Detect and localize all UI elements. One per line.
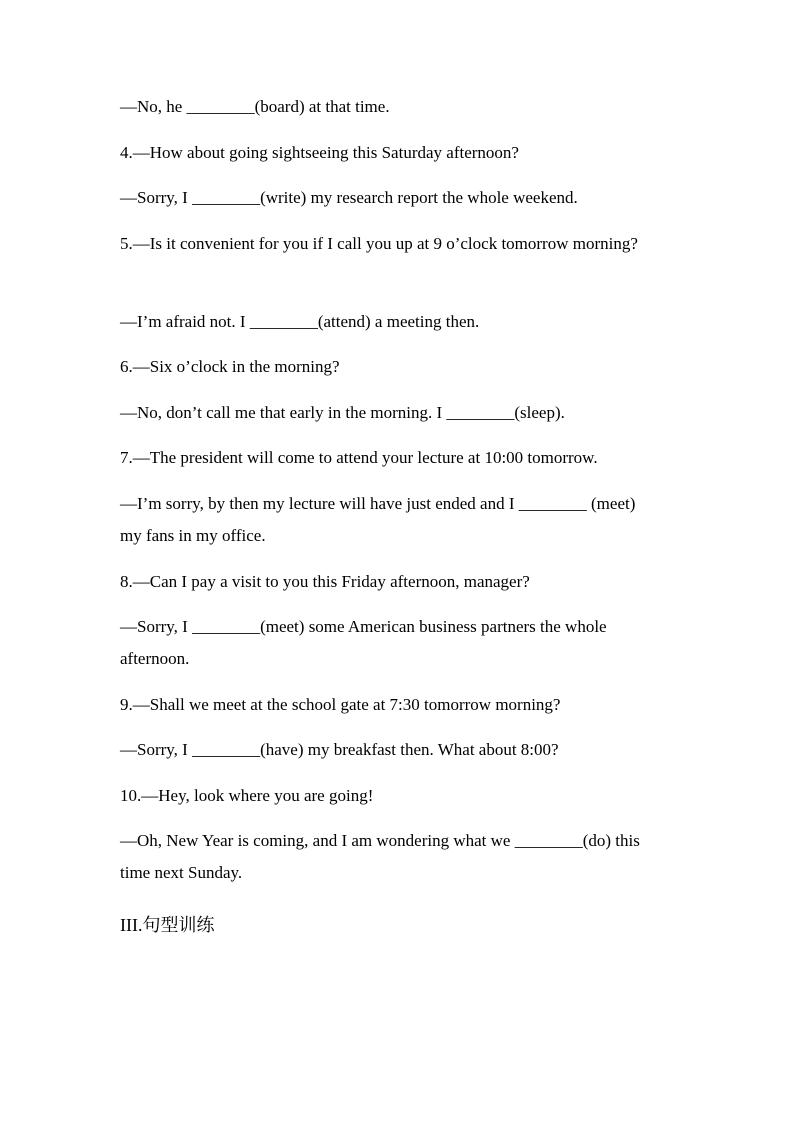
answer-line-9: —Sorry, I ________(have) my breakfast then. What about 8:00? — [120, 740, 559, 759]
section-heading: III.句型训练 — [120, 915, 215, 935]
answer-line-8: —Sorry, I ________(meet) some American business partners the whole afternoon. — [120, 617, 607, 668]
question-line-5: 5.—Is it convenient for you if I call you up at 9 o’clock tomorrow morning? — [120, 234, 638, 253]
answer-line-6: —No, don’t call me that early in the morning. I ________(sleep). — [120, 403, 565, 422]
question-line-8: 8.—Can I pay a visit to you this Friday afternoon, manager? — [120, 572, 530, 591]
question-line-9: 9.—Shall we meet at the school gate at 7:30 tomorrow morning? — [120, 695, 561, 714]
question-line-10: 10.—Hey, look where you are going! — [120, 786, 374, 805]
answer-line-4: —Sorry, I ________(write) my research report the whole weekend. — [120, 188, 578, 207]
question-line-6: 6.—Six o’clock in the morning? — [120, 357, 340, 376]
answer-line-3: —No, he ________(board) at that time. — [120, 97, 390, 116]
answer-line-7: —I’m sorry, by then my lecture will have just ended and I ________ (meet) my fans in my office. — [120, 494, 636, 545]
answer-line-10: —Oh, New Year is coming, and I am wondering what we ________(do) this time next Sunday. — [120, 831, 640, 882]
question-line-7: 7.—The president will come to attend your lecture at 10:00 tomorrow. — [120, 448, 598, 467]
question-line-4: 4.—How about going sightseeing this Saturday afternoon? — [120, 143, 519, 162]
answer-line-5: —I’m afraid not. I ________(attend) a meeting then. — [120, 312, 480, 331]
